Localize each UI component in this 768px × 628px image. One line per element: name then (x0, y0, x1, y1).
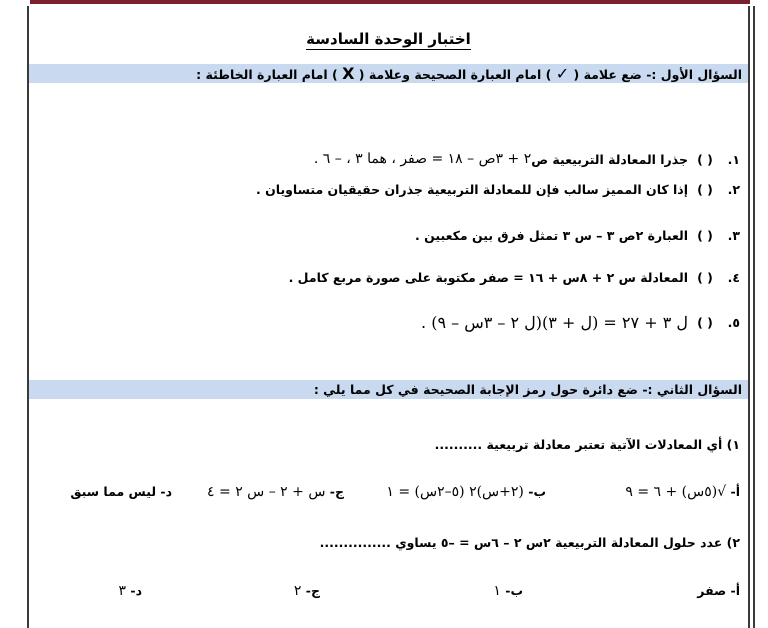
tf-item-5: ٥. ( ) ل ٣ + ٢٧ = (ل + ٣)(ل ٢ – ٣س – ٩) . (421, 313, 740, 332)
exam-title: اختبار الوحدة السادسة (306, 30, 471, 48)
tf-item-1: ١. ( ) جذرا المعادلة التربيعية ص ٢ + ٣ص – ١٨ = صفر ، هما ٣ ، – ٦ . (313, 151, 740, 167)
mcq2-option-a[interactable]: أ- صفر (697, 583, 740, 598)
mcq-question-1: ١) أي المعادلات الآتية تعتبر معادلة تربيعية .......... (434, 437, 740, 452)
mcq1-option-d[interactable]: د- ليس مما سبق (70, 484, 172, 499)
mcq-question-2: ٢) عدد حلول المعادلة التربيعية ٢س ٢ – ٦س = –٥ يساوي ............... (319, 535, 740, 550)
mcq2-option-d[interactable]: د- ٣ (118, 583, 142, 599)
mcq1-option-c[interactable]: ج- س + ٢ – س ٢ = ٤ (207, 484, 344, 500)
right-rule (753, 6, 755, 628)
answer-blank[interactable]: ( ) (697, 182, 713, 197)
section1-heading: السؤال الأول :- ضع علامة ( ✓ ) امام العبارة الصحيحة وعلامة ( X ) امام العبارة الخاطئة : (29, 64, 748, 83)
answer-blank[interactable]: ( ) (697, 315, 713, 330)
tf-item-2: ٢. ( ) إذا كان المميز سالب فإن للمعادلة التربيعية جذران حقيقيان متساويان . (256, 182, 740, 197)
x-mark-icon: X (342, 64, 355, 83)
tf-item-4: ٤. ( ) المعادلة س ٢ + ٨س + ١٦ = صفر مكتوبة على صورة مربع كامل . (288, 270, 740, 285)
top-accent-bar (30, 0, 750, 4)
mcq1-option-a[interactable]: أ- √(٥س) + ٦ = ٩ (625, 484, 740, 500)
mcq1-option-b[interactable]: ب- (٢+س)٢ (٥–٢س) = ١ (386, 484, 546, 500)
answer-blank[interactable]: ( ) (697, 228, 713, 243)
answer-blank[interactable]: ( ) (697, 270, 713, 285)
answer-blank[interactable]: ( ) (697, 151, 713, 167)
check-mark-icon: ✓ (555, 64, 570, 83)
mcq2-option-c[interactable]: ج- ٢ (293, 583, 320, 599)
mcq2-option-b[interactable]: ب- ١ (493, 583, 523, 599)
section2-heading: السؤال الثاني :- ضع دائرة حول رمز الإجابة الصحيحة في كل مما يلي : (29, 380, 748, 399)
tf-item-3: ٣. ( ) العبارة ٢ص ٣ – س ٣ تمثل فرق بين مكعبين . (415, 228, 740, 243)
